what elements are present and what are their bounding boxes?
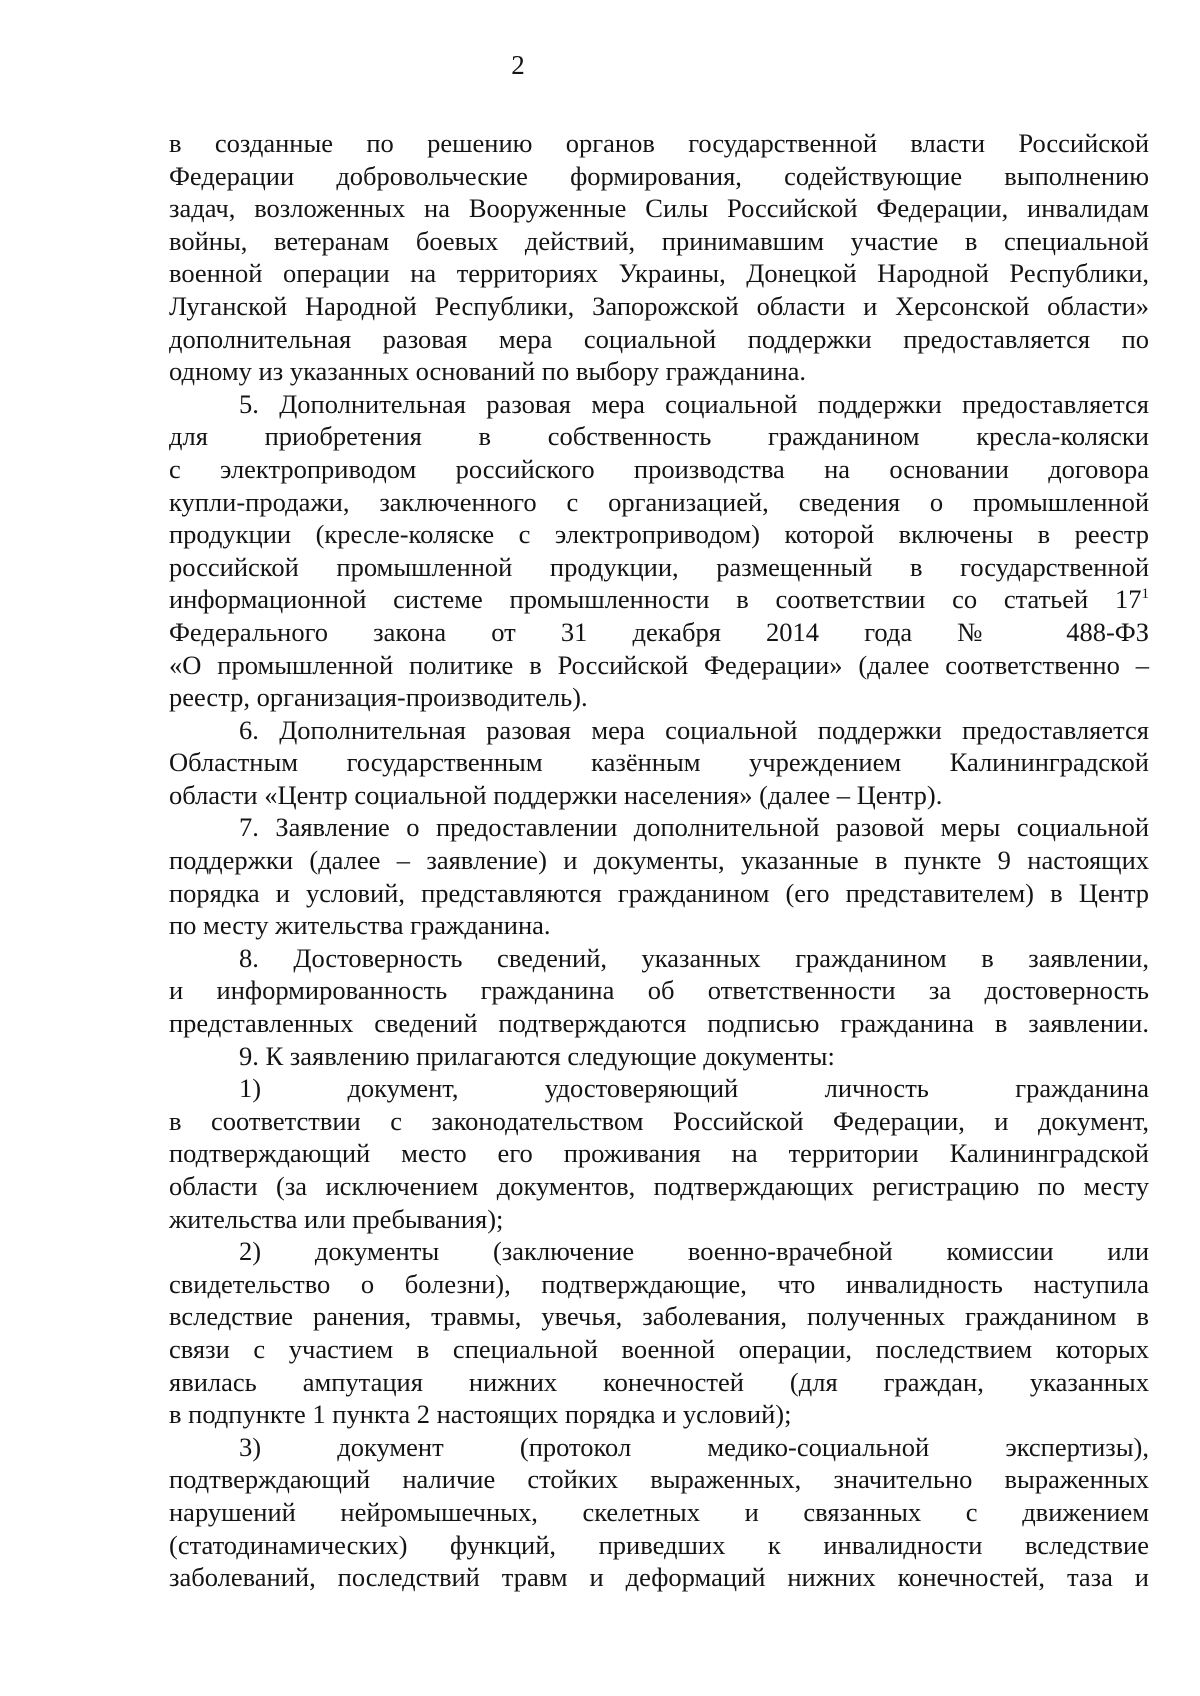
text-line	[169, 746, 1149, 779]
text-line	[169, 453, 1149, 486]
text-line-content: «О промышленной политике в Российской Федерации» (далее соответственно –	[169, 649, 1149, 680]
text-line-content: продукции (кресле-коляске с электроприводом) которой включены в реестр	[169, 519, 1149, 550]
text-line	[169, 583, 1149, 616]
text-line	[169, 1268, 1149, 1301]
text-line-content: 8. Достоверность сведений, указанных гражданином в заявлении,	[239, 942, 1149, 973]
text-line-content: информационной системе промышленности в соответствии со статьей 17	[169, 584, 1142, 615]
text-line	[169, 1072, 1149, 1105]
text-line	[169, 257, 1149, 290]
text-line-content: одному из указанных оснований по выбору гражданина.	[169, 356, 807, 387]
text-line-content: Луганской Народной Республики, Запорожской области и Херсонской области»	[169, 290, 1149, 321]
text-line	[169, 942, 1149, 975]
text-line	[169, 1300, 1149, 1333]
text-line-content: 7. Заявление о предоставлении дополнительной разовой меры социальной	[239, 812, 1149, 843]
text-line-content: 2) документы (заключение военно-врачебной комиссии или	[239, 1236, 1149, 1267]
text-line-content: с электроприводом российского производства на основании договора	[169, 453, 1149, 484]
text-line-content: нарушений нейромышечных, скелетных и связанных с движением	[169, 1496, 1149, 1527]
text-line	[169, 486, 1149, 519]
text-line	[169, 1366, 1149, 1399]
text-line	[169, 1496, 1149, 1529]
text-line	[169, 1333, 1149, 1366]
text-line	[169, 355, 1149, 388]
text-line-content: подтверждающий место его проживания на территории Калининградской	[169, 1138, 1149, 1169]
text-line-content: (статодинамических) функций, приведших к инвалидности вследствие	[169, 1529, 1149, 1560]
text-line	[169, 1561, 1149, 1594]
text-line	[169, 1105, 1149, 1138]
text-line-content: Федерального закона от 31 декабря 2014 года № 488-ФЗ	[169, 616, 1149, 647]
text-line	[169, 811, 1149, 844]
text-line	[169, 290, 1149, 323]
text-line-content: вследствие ранения, травмы, увечья, заболевания, полученных гражданином в	[169, 1301, 1149, 1332]
text-line-content: в созданные по решению органов государственной власти Российской	[169, 128, 1149, 158]
text-line-content: 3) документ (протокол медико-социальной экспертизы),	[239, 1431, 1149, 1462]
text-line	[169, 1137, 1149, 1170]
text-line-content: порядка и условий, представляются гражданином (его представителем) в Центр	[169, 877, 1149, 908]
text-line-content: войны, ветеранам боевых действий, принимавшим участие в специальной	[169, 225, 1149, 256]
text-line-content: подтверждающий наличие стойких выраженных, значительно выраженных	[169, 1464, 1149, 1495]
text-line	[169, 1463, 1149, 1496]
text-line-content: в подпункте 1 пункта 2 настоящих порядка и условий);	[169, 1399, 792, 1430]
text-line-content: дополнительная разовая мера социальной поддержки предоставляется по	[169, 323, 1149, 354]
text-line	[169, 160, 1149, 193]
text-line	[169, 420, 1149, 453]
text-line	[169, 681, 1149, 714]
text-line-content: военной операции на территориях Украины, Донецкой Народной Республики,	[169, 258, 1149, 289]
text-line	[169, 616, 1149, 649]
text-line	[169, 551, 1149, 584]
text-line	[169, 649, 1149, 682]
text-line-content: реестр, организация-производитель).	[169, 682, 588, 713]
text-line-content: области (за исключением документов, подтверждающих регистрацию по месту	[169, 1171, 1149, 1201]
text-line-content: жительства или пребывания);	[169, 1203, 504, 1234]
text-line-content: 1) документ, удостоверяющий личность гражданина	[239, 1073, 1149, 1104]
text-line-content: по месту жительства гражданина.	[169, 910, 551, 941]
text-line	[169, 388, 1149, 421]
text-line	[169, 877, 1149, 910]
text-line	[169, 1529, 1149, 1562]
text-line	[169, 1431, 1149, 1464]
text-line	[169, 1170, 1149, 1203]
text-line	[169, 1007, 1149, 1040]
text-line	[169, 714, 1149, 747]
text-line-content: свидетельство о болезни), подтверждающие, что инвалидность наступила	[169, 1268, 1149, 1299]
text-line	[169, 127, 1149, 160]
text-line	[169, 1040, 1149, 1073]
text-line-content: 6. Дополнительная разовая мера социальной поддержки предоставляется	[239, 714, 1149, 745]
text-line-content: и информированность гражданина об ответственности за достоверность	[169, 975, 1149, 1006]
text-line-content: Федерации добровольческие формирования, содействующие выполнению	[169, 160, 1149, 191]
text-line	[169, 1203, 1149, 1236]
text-line	[169, 779, 1149, 812]
text-line	[169, 518, 1149, 551]
text-line-content: задач, возложенных на Вооруженные Силы Российской Федерации, инвалидам	[169, 193, 1149, 224]
text-line-content: российской промышленной продукции, размещенный в государственной	[169, 551, 1149, 582]
text-line	[169, 974, 1149, 1007]
document-body	[169, 127, 1149, 1594]
text-line-content: купли-продажи, заключенного с организацией, сведения о промышленной	[169, 486, 1149, 517]
text-line-content: 9. К заявлению прилагаются следующие документы:	[239, 1040, 835, 1071]
text-line-content: в соответствии с законодательством Российской Федерации, и документ,	[169, 1105, 1149, 1136]
text-line	[169, 225, 1149, 258]
text-line-content: представленных сведений подтверждаются подписью гражданина в заявлении.	[169, 1008, 1149, 1039]
text-line-content: Областным государственным казённым учреждением Калининградской	[169, 747, 1149, 778]
text-line	[169, 909, 1149, 942]
text-line-content: области «Центр социальной поддержки населения» (далее – Центр).	[169, 779, 943, 810]
text-line-content: 5. Дополнительная разовая мера социальной поддержки предоставляется	[239, 388, 1149, 419]
text-line	[169, 1235, 1149, 1268]
text-line-content: заболеваний, последствий травм и деформаций нижних конечностей, таза и	[169, 1562, 1149, 1593]
text-line	[169, 844, 1149, 877]
text-line-content: явилась ампутация нижних конечностей (для граждан, указанных	[169, 1366, 1149, 1397]
page-number: 2	[511, 50, 525, 80]
superscript: 1	[1141, 586, 1149, 603]
text-line	[169, 192, 1149, 225]
text-line	[169, 1398, 1149, 1431]
text-line-content: для приобретения в собственность гражданином кресла-коляски	[169, 421, 1149, 452]
text-line-content: поддержки (далее – заявление) и документы, указанные в пункте 9 настоящих	[169, 845, 1149, 876]
text-line	[169, 323, 1149, 356]
text-line-content: связи с участием в специальной военной операции, последствием которых	[169, 1333, 1149, 1364]
